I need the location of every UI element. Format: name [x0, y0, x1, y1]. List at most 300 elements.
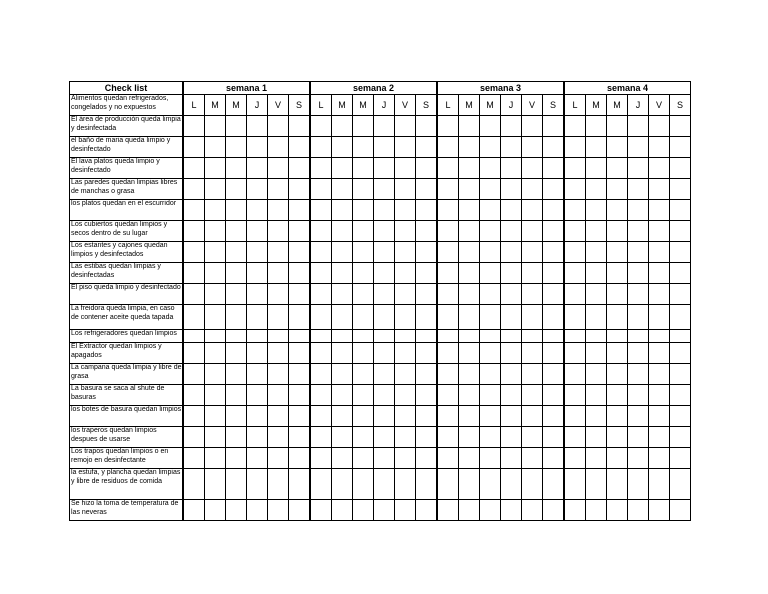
check-cell[interactable] [416, 305, 438, 330]
check-cell[interactable] [205, 406, 226, 427]
check-cell[interactable] [586, 242, 607, 263]
check-cell[interactable] [310, 116, 332, 137]
check-cell[interactable] [205, 116, 226, 137]
check-cell[interactable] [649, 427, 670, 448]
check-cell[interactable] [564, 448, 586, 469]
check-cell[interactable] [395, 221, 416, 242]
check-cell[interactable] [628, 158, 649, 179]
check-cell[interactable] [501, 284, 522, 305]
check-cell[interactable] [416, 427, 438, 448]
check-cell[interactable] [310, 263, 332, 284]
check-cell[interactable] [416, 343, 438, 364]
check-cell[interactable] [586, 158, 607, 179]
check-cell[interactable] [459, 221, 480, 242]
check-cell[interactable] [501, 158, 522, 179]
check-cell[interactable] [628, 116, 649, 137]
check-cell[interactable] [543, 385, 565, 406]
check-cell[interactable] [395, 500, 416, 521]
check-cell[interactable] [459, 469, 480, 500]
check-cell[interactable] [437, 242, 459, 263]
check-cell[interactable] [586, 263, 607, 284]
check-cell[interactable] [226, 200, 247, 221]
check-cell[interactable] [395, 305, 416, 330]
check-cell[interactable] [501, 364, 522, 385]
check-cell[interactable] [247, 116, 268, 137]
check-cell[interactable] [205, 343, 226, 364]
check-cell[interactable] [543, 179, 565, 200]
check-cell[interactable] [374, 406, 395, 427]
check-cell[interactable] [332, 221, 353, 242]
check-cell[interactable] [268, 263, 289, 284]
check-cell[interactable] [353, 343, 374, 364]
check-cell[interactable] [289, 500, 311, 521]
check-cell[interactable] [649, 500, 670, 521]
check-cell[interactable] [268, 469, 289, 500]
check-cell[interactable] [332, 284, 353, 305]
check-cell[interactable] [183, 343, 205, 364]
check-cell[interactable] [332, 263, 353, 284]
check-cell[interactable] [353, 448, 374, 469]
check-cell[interactable] [205, 200, 226, 221]
check-cell[interactable] [353, 330, 374, 343]
check-cell[interactable] [395, 406, 416, 427]
check-cell[interactable] [459, 263, 480, 284]
check-cell[interactable] [226, 137, 247, 158]
check-cell[interactable] [522, 116, 543, 137]
check-cell[interactable] [374, 200, 395, 221]
check-cell[interactable] [607, 385, 628, 406]
check-cell[interactable] [374, 179, 395, 200]
check-cell[interactable] [247, 330, 268, 343]
check-cell[interactable] [310, 200, 332, 221]
check-cell[interactable] [501, 448, 522, 469]
check-cell[interactable] [564, 158, 586, 179]
check-cell[interactable] [480, 158, 501, 179]
check-cell[interactable] [374, 242, 395, 263]
check-cell[interactable] [226, 500, 247, 521]
check-cell[interactable] [649, 242, 670, 263]
check-cell[interactable] [628, 343, 649, 364]
check-cell[interactable] [437, 469, 459, 500]
check-cell[interactable] [649, 221, 670, 242]
check-cell[interactable] [564, 116, 586, 137]
check-cell[interactable] [289, 343, 311, 364]
check-cell[interactable] [310, 500, 332, 521]
check-cell[interactable] [205, 284, 226, 305]
check-cell[interactable] [416, 242, 438, 263]
check-cell[interactable] [226, 385, 247, 406]
check-cell[interactable] [268, 385, 289, 406]
check-cell[interactable] [416, 137, 438, 158]
check-cell[interactable] [226, 343, 247, 364]
check-cell[interactable] [332, 343, 353, 364]
check-cell[interactable] [437, 448, 459, 469]
check-cell[interactable] [607, 158, 628, 179]
check-cell[interactable] [437, 116, 459, 137]
check-cell[interactable] [480, 221, 501, 242]
check-cell[interactable] [183, 242, 205, 263]
check-cell[interactable] [480, 448, 501, 469]
check-cell[interactable] [564, 330, 586, 343]
check-cell[interactable] [437, 221, 459, 242]
check-cell[interactable] [543, 330, 565, 343]
check-cell[interactable] [480, 427, 501, 448]
check-cell[interactable] [205, 305, 226, 330]
check-cell[interactable] [226, 406, 247, 427]
check-cell[interactable] [628, 242, 649, 263]
check-cell[interactable] [374, 500, 395, 521]
check-cell[interactable] [564, 242, 586, 263]
check-cell[interactable] [310, 364, 332, 385]
check-cell[interactable] [628, 284, 649, 305]
check-cell[interactable] [289, 263, 311, 284]
check-cell[interactable] [183, 364, 205, 385]
check-cell[interactable] [268, 242, 289, 263]
check-cell[interactable] [183, 200, 205, 221]
check-cell[interactable] [332, 364, 353, 385]
check-cell[interactable] [247, 221, 268, 242]
check-cell[interactable] [437, 158, 459, 179]
check-cell[interactable] [353, 427, 374, 448]
check-cell[interactable] [649, 284, 670, 305]
check-cell[interactable] [649, 200, 670, 221]
check-cell[interactable] [543, 200, 565, 221]
check-cell[interactable] [607, 448, 628, 469]
check-cell[interactable] [416, 500, 438, 521]
check-cell[interactable] [268, 179, 289, 200]
check-cell[interactable] [459, 305, 480, 330]
check-cell[interactable] [649, 448, 670, 469]
check-cell[interactable] [649, 343, 670, 364]
check-cell[interactable] [268, 221, 289, 242]
check-cell[interactable] [501, 242, 522, 263]
check-cell[interactable] [437, 385, 459, 406]
check-cell[interactable] [607, 221, 628, 242]
check-cell[interactable] [649, 158, 670, 179]
check-cell[interactable] [501, 263, 522, 284]
check-cell[interactable] [374, 158, 395, 179]
check-cell[interactable] [649, 330, 670, 343]
check-cell[interactable] [332, 116, 353, 137]
check-cell[interactable] [501, 200, 522, 221]
check-cell[interactable] [416, 469, 438, 500]
check-cell[interactable] [374, 221, 395, 242]
check-cell[interactable] [374, 364, 395, 385]
check-cell[interactable] [183, 137, 205, 158]
check-cell[interactable] [247, 406, 268, 427]
check-cell[interactable] [670, 385, 691, 406]
check-cell[interactable] [649, 385, 670, 406]
check-cell[interactable] [268, 448, 289, 469]
check-cell[interactable] [543, 427, 565, 448]
check-cell[interactable] [670, 221, 691, 242]
check-cell[interactable] [395, 448, 416, 469]
check-cell[interactable] [205, 364, 226, 385]
check-cell[interactable] [501, 221, 522, 242]
check-cell[interactable] [416, 263, 438, 284]
check-cell[interactable] [183, 500, 205, 521]
check-cell[interactable] [522, 385, 543, 406]
check-cell[interactable] [670, 116, 691, 137]
check-cell[interactable] [459, 179, 480, 200]
check-cell[interactable] [310, 284, 332, 305]
check-cell[interactable] [247, 364, 268, 385]
check-cell[interactable] [607, 200, 628, 221]
check-cell[interactable] [543, 448, 565, 469]
check-cell[interactable] [374, 469, 395, 500]
check-cell[interactable] [310, 343, 332, 364]
check-cell[interactable] [586, 116, 607, 137]
check-cell[interactable] [564, 137, 586, 158]
check-cell[interactable] [289, 364, 311, 385]
check-cell[interactable] [289, 179, 311, 200]
check-cell[interactable] [607, 305, 628, 330]
check-cell[interactable] [268, 305, 289, 330]
check-cell[interactable] [543, 221, 565, 242]
check-cell[interactable] [353, 406, 374, 427]
check-cell[interactable] [205, 385, 226, 406]
check-cell[interactable] [670, 500, 691, 521]
check-cell[interactable] [480, 406, 501, 427]
check-cell[interactable] [480, 242, 501, 263]
check-cell[interactable] [416, 385, 438, 406]
check-cell[interactable] [268, 330, 289, 343]
check-cell[interactable] [353, 305, 374, 330]
check-cell[interactable] [607, 343, 628, 364]
check-cell[interactable] [226, 448, 247, 469]
check-cell[interactable] [501, 179, 522, 200]
check-cell[interactable] [374, 330, 395, 343]
check-cell[interactable] [522, 330, 543, 343]
check-cell[interactable] [628, 263, 649, 284]
check-cell[interactable] [543, 116, 565, 137]
check-cell[interactable] [353, 221, 374, 242]
check-cell[interactable] [437, 330, 459, 343]
check-cell[interactable] [226, 158, 247, 179]
check-cell[interactable] [522, 221, 543, 242]
check-cell[interactable] [332, 330, 353, 343]
check-cell[interactable] [353, 385, 374, 406]
check-cell[interactable] [226, 284, 247, 305]
check-cell[interactable] [226, 179, 247, 200]
check-cell[interactable] [374, 448, 395, 469]
check-cell[interactable] [586, 385, 607, 406]
check-cell[interactable] [353, 137, 374, 158]
check-cell[interactable] [501, 305, 522, 330]
check-cell[interactable] [586, 364, 607, 385]
check-cell[interactable] [183, 448, 205, 469]
check-cell[interactable] [332, 427, 353, 448]
check-cell[interactable] [628, 448, 649, 469]
check-cell[interactable] [395, 330, 416, 343]
check-cell[interactable] [183, 263, 205, 284]
check-cell[interactable] [395, 343, 416, 364]
check-cell[interactable] [374, 284, 395, 305]
check-cell[interactable] [670, 406, 691, 427]
check-cell[interactable] [522, 284, 543, 305]
check-cell[interactable] [628, 500, 649, 521]
check-cell[interactable] [522, 448, 543, 469]
check-cell[interactable] [586, 448, 607, 469]
check-cell[interactable] [607, 330, 628, 343]
check-cell[interactable] [607, 284, 628, 305]
check-cell[interactable] [183, 284, 205, 305]
check-cell[interactable] [353, 116, 374, 137]
check-cell[interactable] [459, 116, 480, 137]
check-cell[interactable] [564, 179, 586, 200]
check-cell[interactable] [522, 305, 543, 330]
check-cell[interactable] [522, 469, 543, 500]
check-cell[interactable] [628, 469, 649, 500]
check-cell[interactable] [226, 116, 247, 137]
check-cell[interactable] [628, 364, 649, 385]
check-cell[interactable] [522, 343, 543, 364]
check-cell[interactable] [374, 116, 395, 137]
check-cell[interactable] [607, 242, 628, 263]
check-cell[interactable] [522, 364, 543, 385]
check-cell[interactable] [564, 305, 586, 330]
check-cell[interactable] [183, 385, 205, 406]
check-cell[interactable] [437, 179, 459, 200]
check-cell[interactable] [459, 330, 480, 343]
check-cell[interactable] [564, 469, 586, 500]
check-cell[interactable] [268, 364, 289, 385]
check-cell[interactable] [607, 427, 628, 448]
check-cell[interactable] [416, 284, 438, 305]
check-cell[interactable] [670, 448, 691, 469]
check-cell[interactable] [289, 284, 311, 305]
check-cell[interactable] [437, 137, 459, 158]
check-cell[interactable] [607, 116, 628, 137]
check-cell[interactable] [226, 330, 247, 343]
check-cell[interactable] [459, 364, 480, 385]
check-cell[interactable] [395, 469, 416, 500]
check-cell[interactable] [628, 137, 649, 158]
check-cell[interactable] [459, 385, 480, 406]
check-cell[interactable] [247, 200, 268, 221]
check-cell[interactable] [437, 406, 459, 427]
check-cell[interactable] [628, 427, 649, 448]
check-cell[interactable] [437, 364, 459, 385]
check-cell[interactable] [226, 364, 247, 385]
check-cell[interactable] [416, 221, 438, 242]
check-cell[interactable] [670, 284, 691, 305]
check-cell[interactable] [183, 221, 205, 242]
check-cell[interactable] [247, 427, 268, 448]
check-cell[interactable] [374, 385, 395, 406]
check-cell[interactable] [649, 406, 670, 427]
check-cell[interactable] [205, 242, 226, 263]
check-cell[interactable] [247, 343, 268, 364]
check-cell[interactable] [586, 200, 607, 221]
check-cell[interactable] [586, 330, 607, 343]
check-cell[interactable] [459, 242, 480, 263]
check-cell[interactable] [649, 469, 670, 500]
check-cell[interactable] [649, 364, 670, 385]
check-cell[interactable] [480, 116, 501, 137]
check-cell[interactable] [205, 330, 226, 343]
check-cell[interactable] [543, 158, 565, 179]
check-cell[interactable] [247, 137, 268, 158]
check-cell[interactable] [289, 305, 311, 330]
check-cell[interactable] [543, 242, 565, 263]
check-cell[interactable] [247, 500, 268, 521]
check-cell[interactable] [183, 305, 205, 330]
check-cell[interactable] [670, 200, 691, 221]
check-cell[interactable] [501, 330, 522, 343]
check-cell[interactable] [374, 343, 395, 364]
check-cell[interactable] [310, 179, 332, 200]
check-cell[interactable] [310, 158, 332, 179]
check-cell[interactable] [310, 221, 332, 242]
check-cell[interactable] [332, 406, 353, 427]
check-cell[interactable] [395, 364, 416, 385]
check-cell[interactable] [480, 305, 501, 330]
check-cell[interactable] [564, 200, 586, 221]
check-cell[interactable] [226, 242, 247, 263]
check-cell[interactable] [670, 427, 691, 448]
check-cell[interactable] [289, 242, 311, 263]
check-cell[interactable] [416, 448, 438, 469]
check-cell[interactable] [586, 221, 607, 242]
check-cell[interactable] [247, 448, 268, 469]
check-cell[interactable] [543, 500, 565, 521]
check-cell[interactable] [607, 179, 628, 200]
check-cell[interactable] [289, 221, 311, 242]
check-cell[interactable] [205, 500, 226, 521]
check-cell[interactable] [395, 385, 416, 406]
check-cell[interactable] [670, 364, 691, 385]
check-cell[interactable] [670, 158, 691, 179]
check-cell[interactable] [437, 343, 459, 364]
check-cell[interactable] [459, 500, 480, 521]
check-cell[interactable] [268, 406, 289, 427]
check-cell[interactable] [395, 263, 416, 284]
check-cell[interactable] [586, 469, 607, 500]
check-cell[interactable] [416, 179, 438, 200]
check-cell[interactable] [522, 427, 543, 448]
check-cell[interactable] [649, 179, 670, 200]
check-cell[interactable] [649, 116, 670, 137]
check-cell[interactable] [586, 137, 607, 158]
check-cell[interactable] [247, 179, 268, 200]
check-cell[interactable] [374, 427, 395, 448]
check-cell[interactable] [205, 469, 226, 500]
check-cell[interactable] [628, 179, 649, 200]
check-cell[interactable] [268, 427, 289, 448]
check-cell[interactable] [205, 427, 226, 448]
check-cell[interactable] [395, 116, 416, 137]
check-cell[interactable] [437, 305, 459, 330]
check-cell[interactable] [480, 284, 501, 305]
check-cell[interactable] [205, 137, 226, 158]
check-cell[interactable] [586, 305, 607, 330]
check-cell[interactable] [522, 263, 543, 284]
check-cell[interactable] [564, 284, 586, 305]
check-cell[interactable] [586, 284, 607, 305]
check-cell[interactable] [459, 200, 480, 221]
check-cell[interactable] [586, 406, 607, 427]
check-cell[interactable] [374, 305, 395, 330]
check-cell[interactable] [459, 448, 480, 469]
check-cell[interactable] [310, 469, 332, 500]
check-cell[interactable] [416, 200, 438, 221]
check-cell[interactable] [183, 330, 205, 343]
check-cell[interactable] [480, 179, 501, 200]
check-cell[interactable] [247, 469, 268, 500]
check-cell[interactable] [480, 385, 501, 406]
check-cell[interactable] [501, 137, 522, 158]
